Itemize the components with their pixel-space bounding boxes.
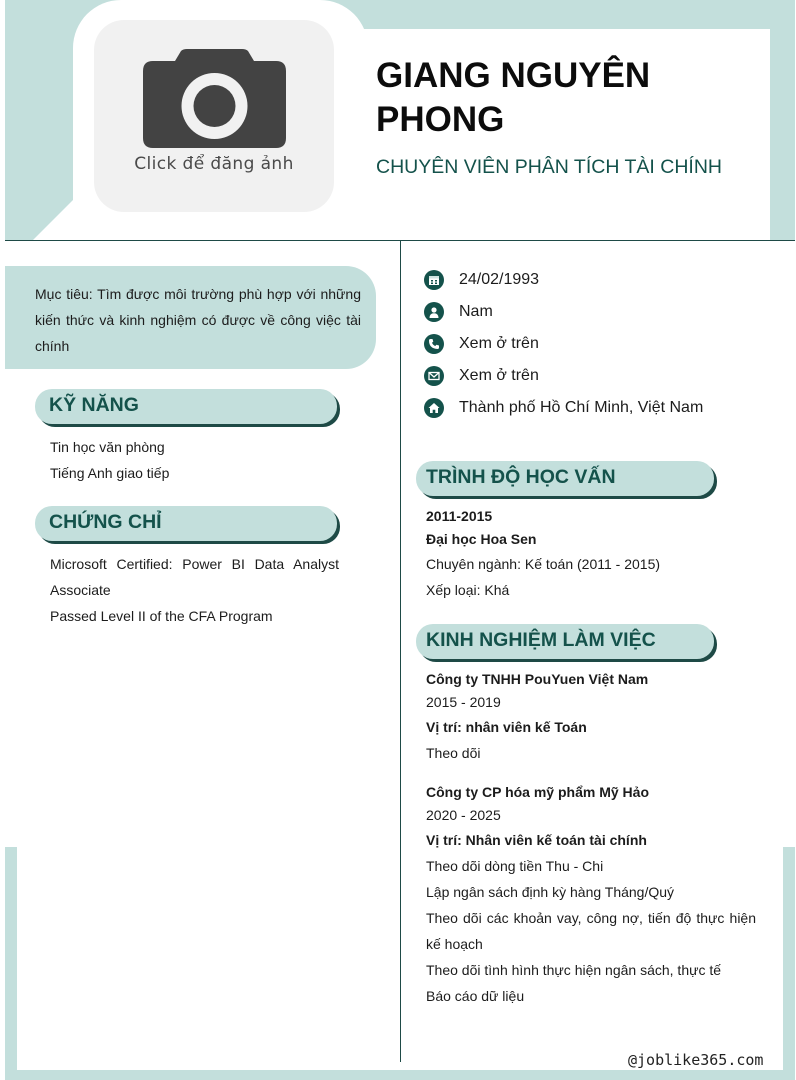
column-divider xyxy=(400,241,401,1062)
birthday-text: 24/02/1993 xyxy=(459,271,540,288)
contact-info xyxy=(424,264,784,424)
job-entry xyxy=(426,781,756,1009)
info-row-phone xyxy=(424,328,784,360)
frame-bottom xyxy=(5,1070,795,1080)
job-task: Báo cáo dữ liệu xyxy=(426,988,525,1004)
job-task: Theo dõi tình hình thực hiện ngân sách, thực tế xyxy=(426,962,722,978)
education-heading: TRÌNH ĐỘ HỌC VẤN xyxy=(416,461,714,496)
job-task: Lập ngân sách định kỳ hàng Tháng/Quý xyxy=(426,884,675,900)
photo-caption: Click để đăng ảnh xyxy=(134,154,294,174)
education-years: 2011-2015 xyxy=(426,508,493,524)
camera-icon xyxy=(143,49,286,148)
info-row-email xyxy=(424,360,784,392)
education-school: Đại học Hoa Sen xyxy=(426,531,537,547)
education-grade: Xếp loại: Khá xyxy=(426,582,510,598)
phone-icon xyxy=(424,334,444,354)
info-row-gender xyxy=(424,296,784,328)
email-text: Xem ở trên xyxy=(459,367,539,384)
photo-upload-button[interactable] xyxy=(94,20,334,212)
job-position: Vị trí: Nhân viên kế toán tài chính xyxy=(426,832,647,848)
person-icon xyxy=(424,302,444,322)
candidate-name: GIANG NGUYÊN PHONG xyxy=(376,56,651,139)
list-item: Passed Level II of the CFA Program xyxy=(50,608,273,624)
watermark: @joblike365.com xyxy=(628,1051,764,1069)
job-position: Vị trí: nhân viên kế Toán xyxy=(426,719,587,735)
calendar-icon xyxy=(424,270,444,290)
gender-text: Nam xyxy=(459,303,493,320)
frame-right xyxy=(783,847,795,1080)
frame-left xyxy=(5,847,17,1080)
job-task: Theo dõi xyxy=(426,745,481,761)
certificates-list xyxy=(50,551,339,629)
job-period: 2015 - 2019 xyxy=(426,694,501,710)
job-title: CHUYÊN VIÊN PHÂN TÍCH TÀI CHÍNH xyxy=(376,156,722,178)
objective-box: Mục tiêu: Tìm được môi trường phù hợp với những kiến thức và kinh nghiệm có được về công việc tài chính xyxy=(5,266,376,369)
phone-text: Xem ở trên xyxy=(459,335,539,352)
education-block xyxy=(426,505,756,603)
home-icon xyxy=(424,398,444,418)
job-task: Theo dõi dòng tiền Thu - Chi xyxy=(426,858,604,874)
job-task: Theo dõi các khoản vay, công nợ, tiến độ thực hiện kế hoạch xyxy=(426,910,756,952)
list-item: Tiếng Anh giao tiếp xyxy=(50,465,170,481)
list-item: Tin học văn phòng xyxy=(50,439,165,455)
job-company: Công ty TNHH PouYuen Việt Nam xyxy=(426,671,649,687)
address-text: Thành phố Hồ Chí Minh, Việt Nam xyxy=(459,399,704,416)
job-entry xyxy=(426,668,756,766)
experience-heading: KINH NGHIỆM LÀM VIỆC xyxy=(416,624,714,659)
job-period: 2020 - 2025 xyxy=(426,807,501,823)
certificates-heading: CHỨNG CHỈ xyxy=(35,506,337,541)
info-row-birthday xyxy=(424,264,784,296)
skills-heading: KỸ NĂNG xyxy=(35,389,337,424)
list-item: Microsoft Certified: Power BI Data Analyst Associate xyxy=(50,556,339,598)
education-major: Chuyên ngành: Kế toán (2011 - 2015) xyxy=(426,556,661,572)
email-icon xyxy=(424,366,444,386)
info-row-address xyxy=(424,392,784,424)
photo-tab-wedge xyxy=(33,198,75,240)
job-company: Công ty CP hóa mỹ phẩm Mỹ Hảo xyxy=(426,784,649,800)
skills-list xyxy=(50,434,339,486)
